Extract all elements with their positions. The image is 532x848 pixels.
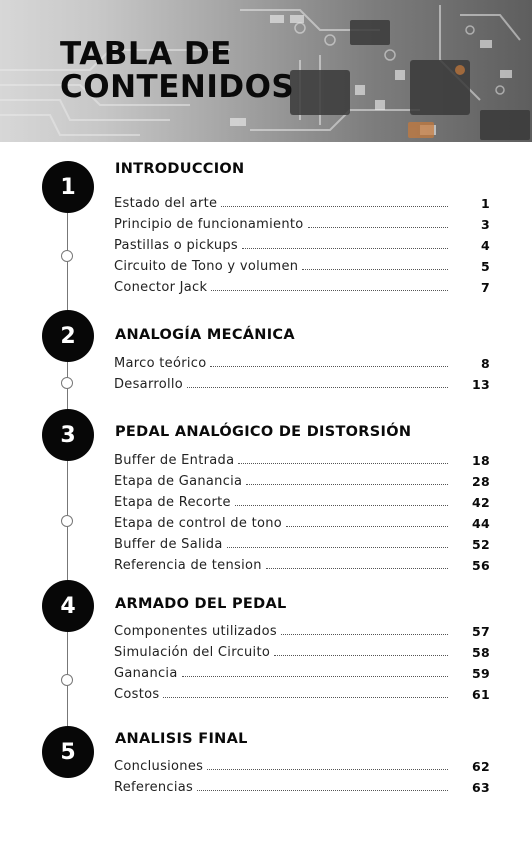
- section-title-armado-del-pedal: ARMADO DEL PEDAL: [115, 596, 287, 612]
- toc-entry[interactable]: [114, 555, 490, 573]
- toc-entry[interactable]: [114, 756, 490, 774]
- toc-entry[interactable]: [114, 663, 490, 681]
- toc-entry-label: Buffer de Salida: [114, 537, 223, 552]
- toc-entry-page: 3: [481, 217, 490, 232]
- toc-entry-page: 5: [481, 259, 490, 274]
- section-number-4: 4: [42, 580, 94, 632]
- toc-entry-label: Buffer de Entrada: [114, 453, 235, 468]
- dot-leader: [266, 568, 448, 569]
- toc-entry-label: Estado del arte: [114, 196, 218, 211]
- toc-entry[interactable]: [114, 374, 490, 392]
- dot-leader: [302, 269, 448, 270]
- toc-entry-label: Componentes utilizados: [114, 624, 277, 639]
- dot-leader: [246, 484, 448, 485]
- toc-entry-page: 7: [481, 280, 490, 295]
- toc-entry[interactable]: [114, 450, 490, 468]
- toc-entry[interactable]: [114, 235, 490, 253]
- section-title-analogia-mecanica: ANALOGÍA MECÁNICA: [115, 327, 295, 343]
- timeline-dot: [61, 377, 73, 389]
- toc-entry[interactable]: [114, 513, 490, 531]
- toc-entry-page: 58: [472, 645, 490, 660]
- section-title-analisis-final: ANALISIS FINAL: [115, 731, 248, 747]
- title-line-2: CONTENIDOS: [60, 69, 295, 105]
- section-title-introduccion: INTRODUCCION: [115, 161, 245, 177]
- section-number-3: 3: [42, 409, 94, 461]
- toc-entry-label: Conclusiones: [114, 759, 204, 774]
- dot-leader: [211, 290, 448, 291]
- toc-entry-page: 52: [472, 537, 490, 552]
- section-title-pedal-analogico: PEDAL ANALÓGICO DE DISTORSIÓN: [115, 424, 412, 440]
- header-banner: [0, 0, 532, 142]
- toc-entry-page: 42: [472, 495, 490, 510]
- toc-entry[interactable]: [114, 684, 490, 702]
- toc-entry[interactable]: [114, 277, 490, 295]
- toc-entry-label: Circuito de Tono y volumen: [114, 259, 299, 274]
- toc-entry-page: 57: [472, 624, 490, 639]
- toc-entry-page: 56: [472, 558, 490, 573]
- dot-leader: [210, 366, 448, 367]
- dot-leader: [274, 655, 448, 656]
- toc-entry-page: 1: [481, 196, 490, 211]
- toc-entry-label: Referencias: [114, 780, 194, 795]
- toc-entry[interactable]: [114, 534, 490, 552]
- dot-leader: [227, 547, 448, 548]
- toc-entry-page: 28: [472, 474, 490, 489]
- dot-leader: [308, 227, 448, 228]
- dot-leader: [242, 248, 448, 249]
- toc-entry-page: 59: [472, 666, 490, 681]
- dot-leader: [235, 505, 448, 506]
- toc-entry[interactable]: [114, 256, 490, 274]
- toc-entry[interactable]: [114, 353, 490, 371]
- toc-entry-page: 13: [472, 377, 490, 392]
- dot-leader: [163, 697, 448, 698]
- toc-entry-page: 8: [481, 356, 490, 371]
- page-title: [60, 38, 294, 104]
- toc-entry[interactable]: [114, 471, 490, 489]
- dot-leader: [182, 676, 448, 677]
- toc-entry[interactable]: [114, 193, 490, 211]
- title-line-1: TABLA DE: [60, 36, 232, 72]
- section-number-5: 5: [42, 726, 94, 778]
- toc-entry[interactable]: [114, 621, 490, 639]
- timeline-dot: [61, 515, 73, 527]
- section-number-2: 2: [42, 310, 94, 362]
- toc-entry[interactable]: [114, 214, 490, 232]
- toc-entry-label: Costos: [114, 687, 160, 702]
- toc-entry-page: 4: [481, 238, 490, 253]
- toc-entry-label: Marco teórico: [114, 356, 207, 371]
- toc-entry-label: Referencia de tension: [114, 558, 262, 573]
- dot-leader: [281, 634, 448, 635]
- toc-entry[interactable]: [114, 642, 490, 660]
- dot-leader: [197, 790, 448, 791]
- section-number-1: 1: [42, 161, 94, 213]
- toc-entry-label: Etapa de Ganancia: [114, 474, 243, 489]
- toc-entry-label: Conector Jack: [114, 280, 208, 295]
- toc-entry[interactable]: [114, 777, 490, 795]
- dot-leader: [238, 463, 448, 464]
- toc-entry-page: 61: [472, 687, 490, 702]
- dot-leader: [286, 526, 448, 527]
- dot-leader: [187, 387, 448, 388]
- toc-entry-label: Ganancia: [114, 666, 178, 681]
- toc-entry-label: Etapa de Recorte: [114, 495, 231, 510]
- timeline-dot: [61, 674, 73, 686]
- toc-entry-label: Desarrollo: [114, 377, 184, 392]
- toc-entry-page: 18: [472, 453, 490, 468]
- timeline-dot: [61, 250, 73, 262]
- toc-entry-label: Pastillas o pickups: [114, 238, 238, 253]
- dot-leader: [221, 206, 448, 207]
- toc-entry-label: Principio de funcionamiento: [114, 217, 304, 232]
- dot-leader: [207, 769, 448, 770]
- toc-entry-page: 63: [472, 780, 490, 795]
- toc-entry-label: Simulación del Circuito: [114, 645, 271, 660]
- toc-entry-label: Etapa de control de tono: [114, 516, 283, 531]
- toc-entry-page: 62: [472, 759, 490, 774]
- toc-entry[interactable]: [114, 492, 490, 510]
- toc-entry-page: 44: [472, 516, 490, 531]
